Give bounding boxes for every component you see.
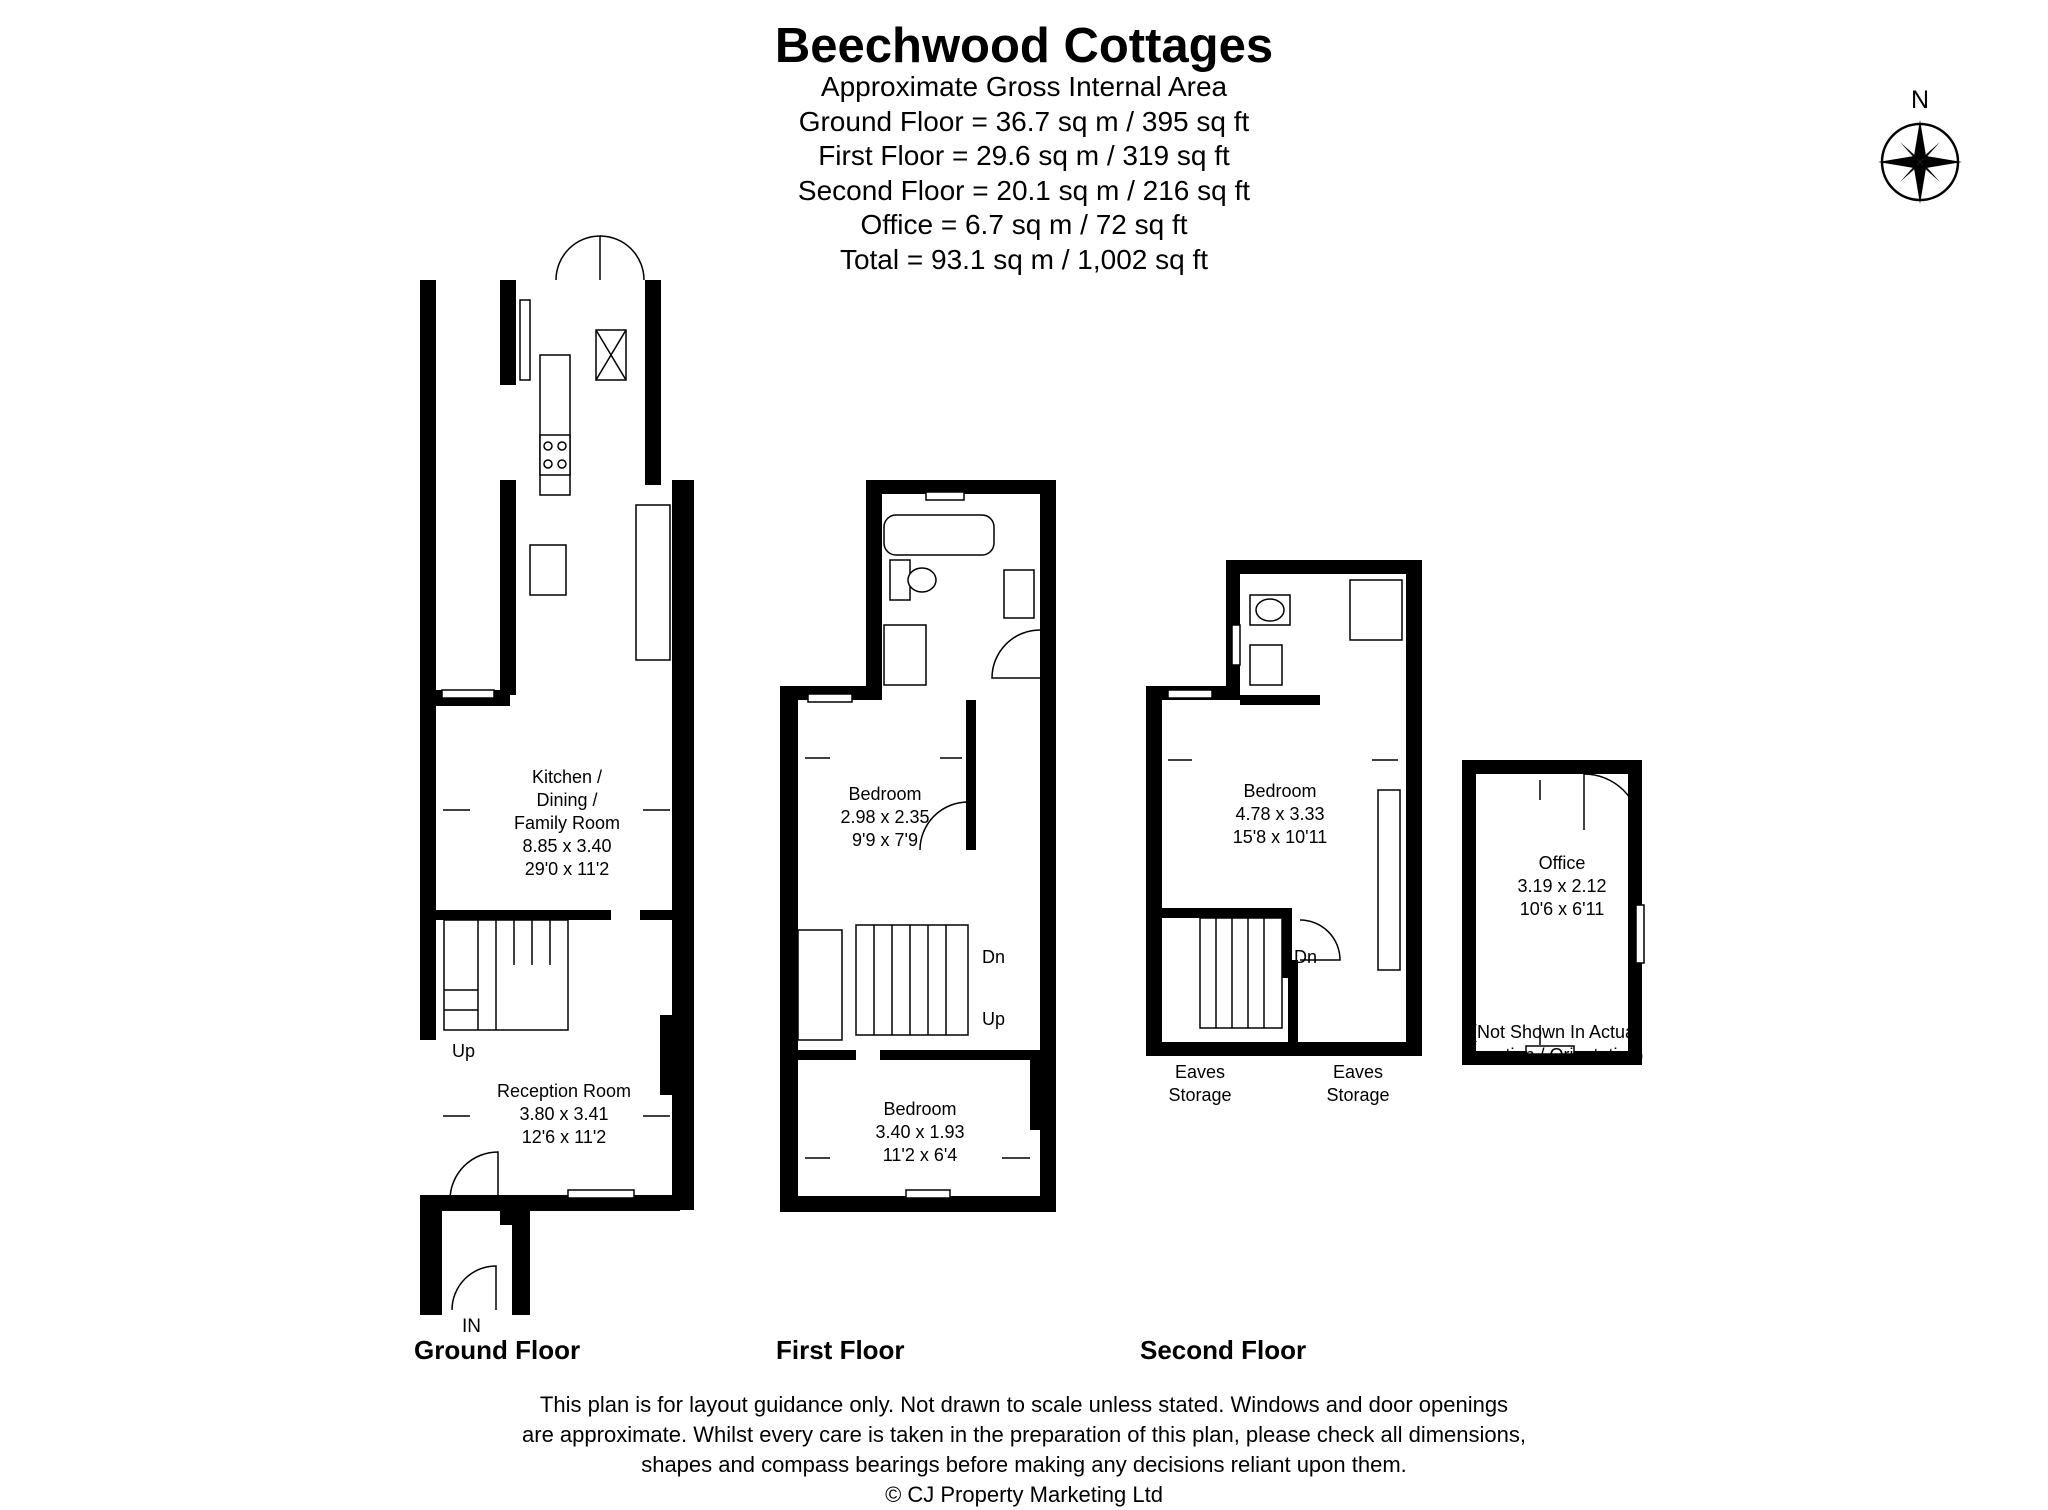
north-label: N xyxy=(1911,86,1930,114)
area-heading: Approximate Gross Internal Area xyxy=(820,71,1228,102)
first-bedroom-1-metric: 2.98 x 2.35 xyxy=(840,807,930,827)
reception-metric: 3.80 x 3.41 xyxy=(519,1104,609,1124)
copyright: © CJ Property Marketing Ltd xyxy=(885,1482,1163,1507)
first-up-label: Up xyxy=(982,1009,1006,1029)
eaves-storage-left xyxy=(1160,1061,1240,1107)
first-bedroom-1-label xyxy=(810,783,960,852)
second-floor-label: Second Floor xyxy=(1140,1335,1307,1365)
office-note xyxy=(1450,1021,1660,1067)
eaves-right-1: Eaves xyxy=(1332,1062,1384,1082)
eaves-right-2: Storage xyxy=(1326,1085,1390,1105)
plan-title: Beechwood Cottages xyxy=(774,19,1274,73)
area-ground: Ground Floor = 36.7 sq m / 395 sq ft xyxy=(798,105,1250,137)
area-second: Second Floor = 20.1 sq m / 216 sq ft xyxy=(797,174,1251,206)
second-bedroom-label xyxy=(1200,780,1360,849)
office-name: Office xyxy=(1538,853,1586,873)
reception-label xyxy=(464,1080,664,1149)
first-bedroom-1-imperial: 9'9 x 7'9 xyxy=(852,830,918,850)
first-bedroom-1-name: Bedroom xyxy=(848,784,922,804)
office-label xyxy=(1502,852,1622,921)
disclaimer-line-3: shapes and compass bearings before making any decisions reliant upon them. xyxy=(641,1452,1407,1477)
second-bedroom-metric: 4.78 x 3.33 xyxy=(1235,804,1325,824)
kitchen-name-3: Family Room xyxy=(513,813,620,833)
second-bedroom-imperial: 15'8 x 10'11 xyxy=(1232,827,1328,847)
office-imperial: 10'6 x 6'11 xyxy=(1519,899,1605,919)
first-bedroom-2-name: Bedroom xyxy=(883,1099,957,1119)
kitchen-metric: 8.85 x 3.40 xyxy=(522,836,612,856)
disclaimer-line-2: are approximate. Whilst every care is taken in the preparation of this plan, please check all dimensions, xyxy=(522,1422,1526,1447)
first-floor-label: First Floor xyxy=(776,1335,905,1365)
disclaimer xyxy=(0,1390,2048,1510)
kitchen-name-2: Dining / xyxy=(536,790,598,810)
ground-up-label: Up xyxy=(452,1041,476,1061)
office-note-1: (Not Shown In Actual xyxy=(1470,1022,1640,1042)
entrance-label: IN xyxy=(462,1316,481,1337)
eaves-storage-right xyxy=(1318,1061,1398,1107)
area-total: Total = 93.1 sq m / 1,002 sq ft xyxy=(839,243,1209,275)
first-bedroom-2-metric: 3.40 x 1.93 xyxy=(875,1122,965,1142)
area-first: First Floor = 29.6 sq m / 319 sq ft xyxy=(818,140,1230,171)
first-bedroom-2-label xyxy=(845,1098,995,1167)
second-bedroom-name: Bedroom xyxy=(1243,781,1317,801)
reception-name: Reception Room xyxy=(496,1081,632,1101)
kitchen-label xyxy=(492,766,642,881)
reception-imperial: 12'6 x 11'2 xyxy=(521,1127,607,1147)
office-note-2: Location / Orientation) xyxy=(1466,1045,1644,1065)
ground-floor-label: Ground Floor xyxy=(414,1335,581,1365)
kitchen-imperial: 29'0 x 11'2 xyxy=(524,859,610,879)
area-office: Office = 6.7 sq m / 72 sq ft xyxy=(860,209,1188,240)
kitchen-name-1: Kitchen / xyxy=(531,767,603,787)
eaves-left-1: Eaves xyxy=(1174,1062,1226,1082)
first-bedroom-2-imperial: 11'2 x 6'4 xyxy=(882,1145,958,1165)
first-dn-label: Dn xyxy=(982,947,1006,967)
disclaimer-line-1: This plan is for layout guidance only. Not drawn to scale unless stated. Windows and door openings xyxy=(539,1392,1509,1417)
second-dn-label: Dn xyxy=(1294,947,1318,967)
eaves-left-2: Storage xyxy=(1168,1085,1232,1105)
office-metric: 3.19 x 2.12 xyxy=(1517,876,1607,896)
